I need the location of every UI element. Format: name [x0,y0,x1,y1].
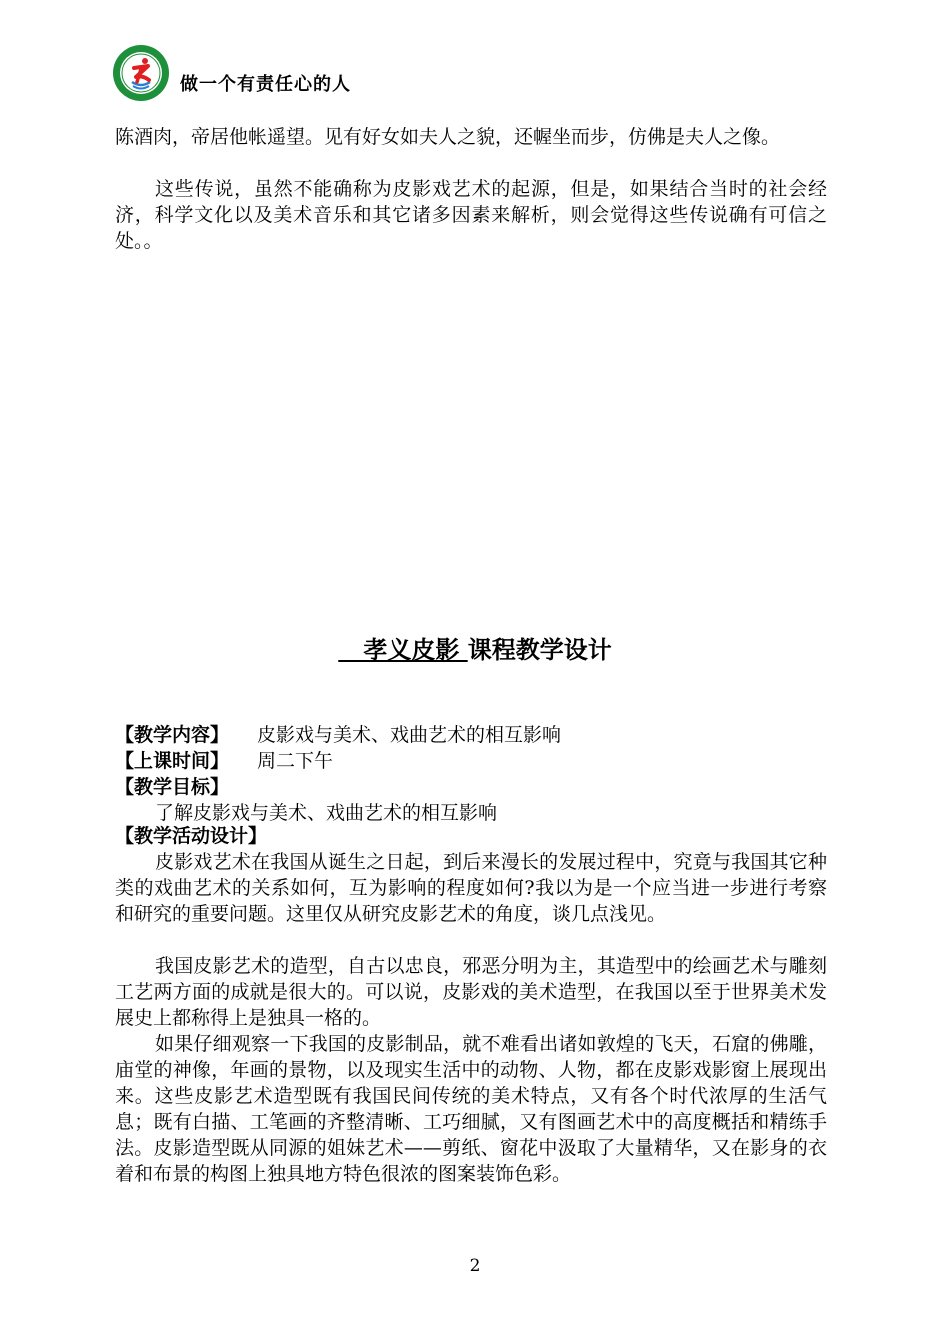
page-title [0,630,950,665]
time-value: 周二下午 [257,750,334,772]
content-value: 皮影戏与美术、戏曲艺术的相互影响 [257,724,562,746]
intro-continued-paragraph: 陈酒肉，帝居他帐遥望。见有好女如夫人之貌，还幄坐而步，仿佛是夫人之像。 [115,126,781,148]
header-motto: 做一个有责任心的人 [180,74,351,95]
time-label: 【上课时间】 [115,750,230,772]
school-logo-icon [112,44,170,102]
content-label: 【教学内容】 [115,724,230,746]
activity-label: 【教学活动设计】 [115,825,268,847]
intro-paragraph: 这些传说，虽然不能确称为皮影戏艺术的起源，但是，如果结合当时的社会经济，科学文化以及美术音乐和其它诸多因素来解析，则会觉得这些传说确有可信之处。。 [115,178,827,252]
goal-label: 【教学目标】 [115,776,230,798]
page-header [112,44,832,108]
goal-line [115,774,229,800]
body-paragraph-2: 我国皮影艺术的造型，自古以忠良，邪恶分明为主，其造型中的绘画艺术与雕刻工艺两方面的成就是很大的。可以说，皮影戏的美术造型，在我国以至于世界美术发展史上都称得上是独具一格的。 [115,955,827,1029]
goal-value: 了解皮影戏与美术、戏曲艺术的相互影响 [155,802,498,824]
page-number: 2 [469,1256,481,1276]
body-paragraph-1: 皮影戏艺术在我国从诞生之日起，到后来漫长的发展过程中，究竟与我国其它种类的戏曲艺术的关系如何，互为影响的程度如何?我以为是一个应当进一步进行考察和研究的重要问题。这里仅从研究皮影艺术的角度，谈几点浅见。 [115,851,827,925]
content-line [115,722,561,748]
body-paragraph-3: 如果仔细观察一下我国的皮影制品，就不难看出诸如敦煌的飞天，石窟的佛雕，庙堂的神像，年画的景物，以及现实生活中的动物、人物，都在皮影戏影窗上展现出来。这些皮影艺术造型既有我国民间传统的美术特点，又有各个时代浓厚的生活气息；既有白描、工笔画的齐整清晰、工巧细腻，又有图画艺术中的高度概括和精练手法。皮影造型既从同源的姐妹艺术——剪纸、窗花中汲取了大量精华，又在影身的衣着和布景的构图上独具地方特色很浓的图案装饰色彩。 [115,1033,827,1185]
title-underlined: 孝义皮影 [338,636,468,664]
time-line [115,748,333,774]
title-rest: 课程教学设计 [467,636,612,664]
activity-line [115,823,267,849]
